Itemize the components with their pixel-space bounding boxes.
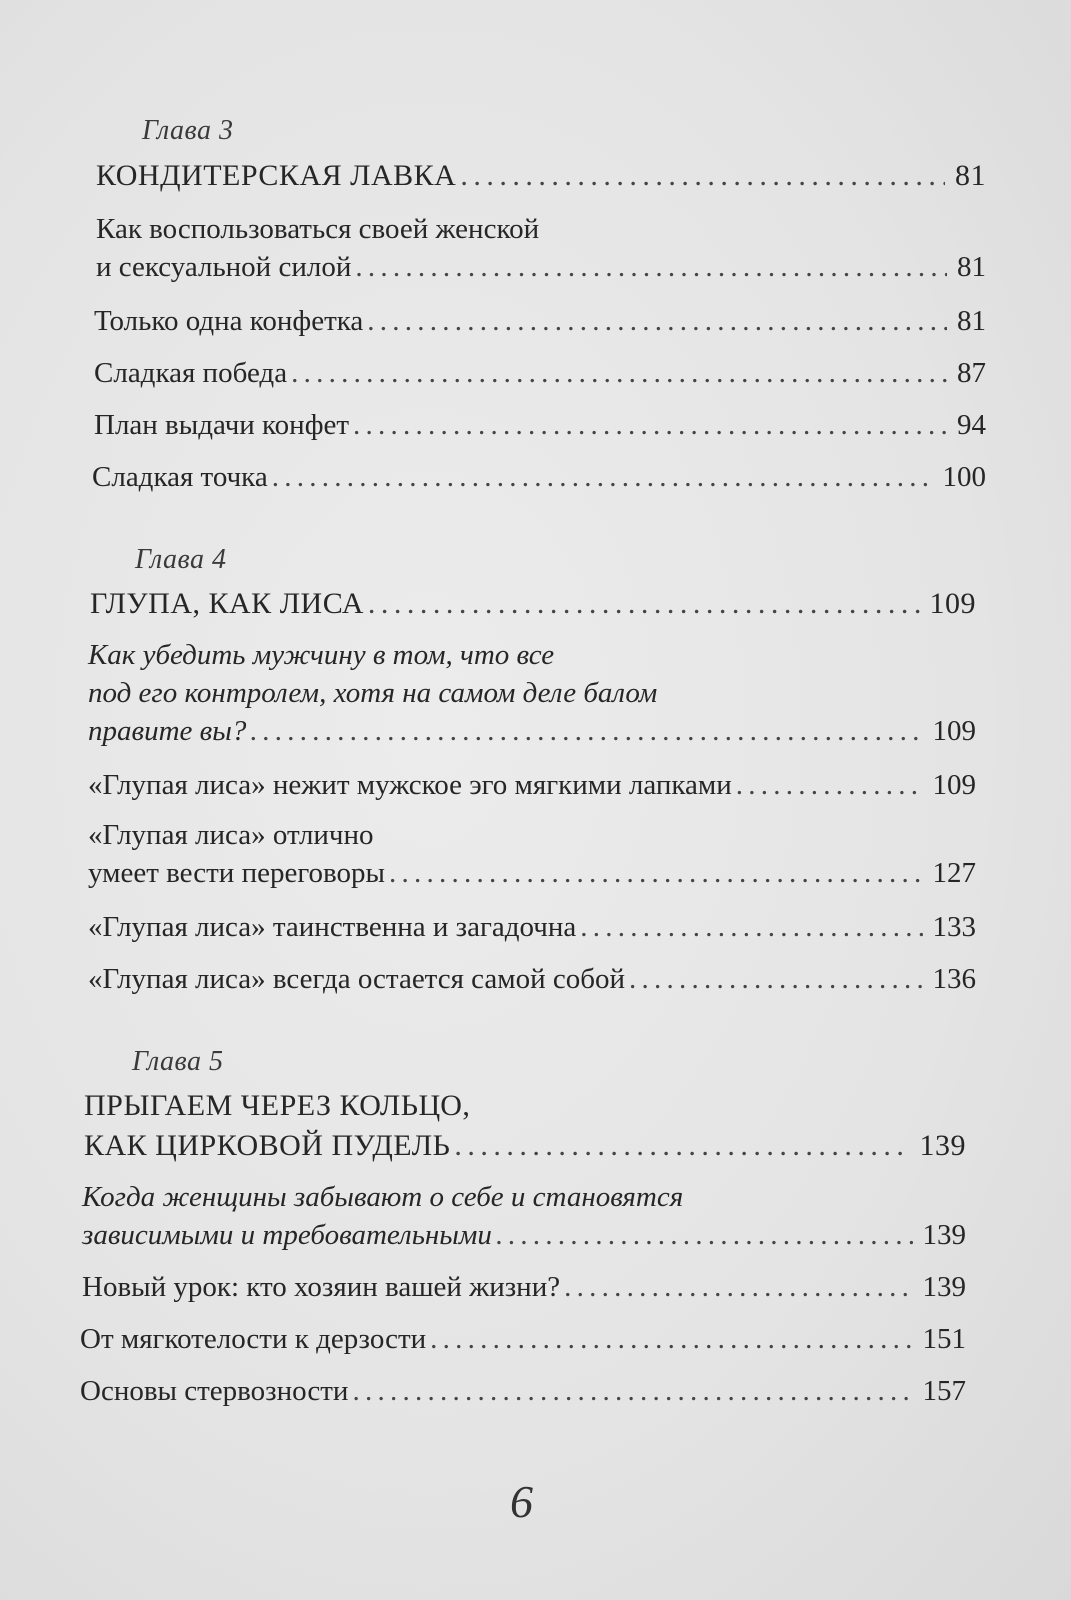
- toc-entry-page: 81: [957, 251, 986, 283]
- toc-entry[interactable]: [92, 458, 986, 496]
- toc-entry-text: зависимыми и требовательными: [82, 1219, 492, 1251]
- toc-entry[interactable]: [94, 354, 986, 392]
- chapter-3-title-text: КОНДИТЕРСКАЯ ЛАВКА: [96, 159, 457, 192]
- chapter-4-page: 109: [929, 587, 976, 620]
- toc-entry-text: правите вы?: [88, 715, 247, 747]
- toc-entry[interactable]: [82, 1268, 966, 1306]
- toc-entry[interactable]: [94, 302, 986, 340]
- leader-dots: [355, 248, 947, 286]
- leader-dots: [460, 156, 945, 196]
- leader-dots: [580, 908, 922, 946]
- toc-entry-page: 151: [922, 1323, 966, 1355]
- chapter-4-title-text: ГЛУПА, КАК ЛИСА: [90, 587, 364, 620]
- leader-dots: [353, 406, 947, 444]
- toc-entry-text: Когда женщины забывают о себе и становятся: [82, 1181, 684, 1213]
- toc-entry-text: Основы стервозности: [80, 1375, 349, 1407]
- leader-dots: [736, 766, 923, 804]
- toc-entry-text: План выдачи конфет: [94, 409, 350, 441]
- toc-entry[interactable]: [88, 636, 976, 750]
- toc-entry-page: 109: [932, 769, 976, 801]
- toc-entry-text: Как воспользоваться своей женской: [96, 213, 540, 245]
- leader-dots: [291, 354, 947, 392]
- toc-entry-text: Только одна конфетка: [94, 305, 364, 337]
- toc-entry[interactable]: [80, 1372, 966, 1410]
- chapter-5-label: Глава 5: [132, 1046, 224, 1077]
- leader-dots: [250, 712, 922, 750]
- toc-entry-page: 139: [922, 1219, 966, 1251]
- leader-dots: [454, 1126, 909, 1166]
- leader-dots: [564, 1268, 912, 1306]
- toc-entry-text: и сексуальной силой: [96, 251, 352, 283]
- chapter-4-title[interactable]: [90, 584, 976, 624]
- leader-dots: [272, 458, 933, 496]
- chapter-3-label: Глава 3: [142, 115, 234, 146]
- toc-entry-page: 87: [957, 357, 986, 389]
- toc-entry-text: Новый урок: кто хозяин вашей жизни?: [82, 1271, 561, 1303]
- chapter-5-title-text: КАК ЦИРКОВОЙ ПУДЕЛЬ: [84, 1129, 451, 1162]
- toc-entry[interactable]: [88, 766, 976, 804]
- leader-dots: [368, 584, 920, 624]
- toc-entry-text: умеет вести переговоры: [88, 857, 385, 889]
- toc-entry-text: Сладкая точка: [92, 461, 268, 493]
- page-number: 6: [510, 1476, 533, 1527]
- toc-entry-text: От мягкотелости к дерзости: [80, 1323, 427, 1355]
- leader-dots: [367, 302, 947, 340]
- toc-entry-page: 81: [957, 305, 986, 337]
- chapter-5-title[interactable]: [84, 1086, 966, 1166]
- toc-entry[interactable]: [80, 1320, 966, 1358]
- toc-entry[interactable]: [96, 210, 986, 286]
- toc-entry[interactable]: [88, 816, 976, 892]
- chapter-4-label: Глава 4: [135, 544, 227, 575]
- toc-entry[interactable]: [88, 908, 976, 946]
- leader-dots: [496, 1216, 913, 1254]
- toc-entry[interactable]: [88, 960, 976, 998]
- leader-dots: [629, 960, 922, 998]
- toc-entry-page: 127: [932, 857, 976, 889]
- chapter-3-title[interactable]: [96, 156, 986, 196]
- toc-entry-page: 100: [942, 461, 986, 493]
- toc-entry-text: под его контролем, хотя на самом деле балом: [88, 677, 658, 709]
- toc-entry-text: «Глупая лиса» всегда остается самой собой: [88, 963, 626, 995]
- toc-entry-text: Как убедить мужчину в том, что все: [88, 639, 555, 671]
- toc-entry-page: 139: [922, 1271, 966, 1303]
- toc-entry-text: «Глупая лиса» таинственна и загадочна: [88, 911, 577, 943]
- leader-dots: [389, 854, 923, 892]
- toc-entry-text: Сладкая победа: [94, 357, 288, 389]
- chapter-3-page: 81: [955, 159, 986, 192]
- toc-entry-text: «Глупая лиса» отлично: [88, 819, 374, 851]
- toc-entry-page: 157: [922, 1375, 966, 1407]
- toc-entry-page: 136: [932, 963, 976, 995]
- toc-entry-page: 94: [957, 409, 986, 441]
- leader-dots: [352, 1372, 912, 1410]
- toc-entry-text: «Глупая лиса» нежит мужское эго мягкими лапками: [88, 769, 732, 801]
- chapter-5-page: 139: [919, 1129, 966, 1162]
- toc-entry[interactable]: [82, 1178, 966, 1254]
- leader-dots: [430, 1320, 912, 1358]
- toc-entry-page: 109: [932, 715, 976, 747]
- toc-entry[interactable]: [94, 406, 986, 444]
- toc-entry-page: 133: [932, 911, 976, 943]
- chapter-5-title-text: ПРЫГАЕМ ЧЕРЕЗ КОЛЬЦО,: [84, 1089, 471, 1122]
